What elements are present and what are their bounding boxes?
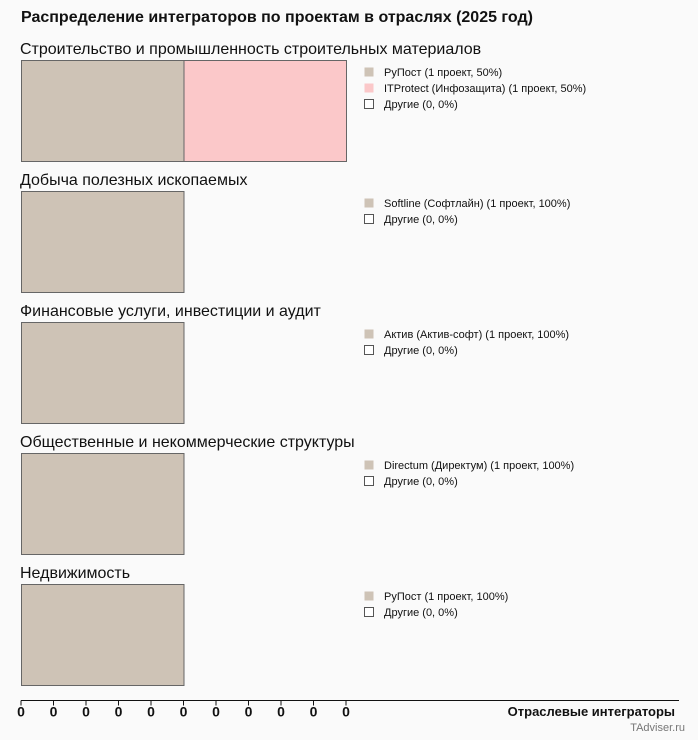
section-4-legend-swatch-2 — [365, 477, 374, 486]
section-4-title: Общественные и некоммерческие структуры — [20, 434, 355, 451]
section-2-bar-segment-1 — [22, 192, 185, 293]
section-4-legend-swatch-1 — [365, 461, 374, 470]
section-1-legend-swatch-3 — [365, 100, 374, 109]
section-2-title: Добыча полезных ископаемых — [20, 172, 248, 189]
x-tick-label-4: 0 — [114, 703, 123, 720]
section-1-legend-label-1: РуПост (1 проект, 50%) — [384, 67, 503, 79]
x-tick-label-9: 0 — [277, 703, 285, 720]
section-1-bar-segment-2 — [184, 61, 347, 162]
x-tick-label-1: 0 — [17, 703, 25, 720]
section-4-legend-label-1: Directum (Директум) (1 проект, 100%) — [384, 460, 575, 472]
x-tick-label-10: 0 — [309, 703, 318, 720]
x-tick-label-8: 0 — [244, 703, 253, 720]
source-credit: TAdviser.ru — [630, 722, 685, 734]
section-3-bar-segment-1 — [22, 323, 185, 424]
section-5-title: Недвижимость — [20, 565, 131, 582]
section-2-legend-label-2: Другие (0, 0%) — [384, 214, 458, 226]
section-1-title: Строительство и промышленность строительных материалов — [20, 41, 482, 58]
section-4-bar-segment-1 — [22, 454, 185, 555]
section-3-legend-swatch-1 — [365, 330, 374, 339]
section-4-legend-label-2: Другие (0, 0%) — [384, 476, 458, 488]
section-1-legend-label-2: ITProtect (Инфозащита) (1 проект, 50%) — [384, 83, 587, 95]
section-1-bar-segment-1 — [22, 61, 185, 162]
section-5-legend-label-1: РуПост (1 проект, 100%) — [384, 591, 509, 603]
section-3-legend-label-1: Актив (Актив-софт) (1 проект, 100%) — [384, 329, 570, 341]
section-1-legend-swatch-2 — [365, 84, 374, 93]
section-1-legend-label-3: Другие (0, 0%) — [384, 99, 458, 111]
section-2-legend-swatch-1 — [365, 199, 374, 208]
section-5-legend-label-2: Другие (0, 0%) — [384, 607, 458, 619]
x-tick-label-5: 0 — [147, 703, 155, 720]
x-tick-label-7: 0 — [212, 703, 220, 720]
section-3-title: Финансовые услуги, инвестиции и аудит — [20, 303, 321, 320]
x-tick-label-2: 0 — [49, 703, 58, 720]
chart-title: Распределение интеграторов по проектам в отраслях (2025 год) — [21, 9, 533, 26]
x-tick-label-3: 0 — [82, 703, 90, 720]
section-5-legend-swatch-2 — [365, 608, 374, 617]
section-3-legend-label-2: Другие (0, 0%) — [384, 345, 458, 357]
x-tick-label-11: 0 — [342, 703, 350, 720]
section-5-legend-swatch-1 — [365, 592, 374, 601]
section-1-legend-swatch-1 — [365, 68, 374, 77]
section-2-legend-swatch-2 — [365, 215, 374, 224]
section-5-bar-segment-1 — [22, 585, 185, 686]
section-2-legend-label-1: Softline (Софтлайн) (1 проект, 100%) — [384, 198, 571, 210]
x-axis-label: Отраслевые интеграторы — [507, 704, 675, 719]
section-3-legend-swatch-2 — [365, 346, 374, 355]
x-tick-label-6: 0 — [179, 703, 188, 720]
